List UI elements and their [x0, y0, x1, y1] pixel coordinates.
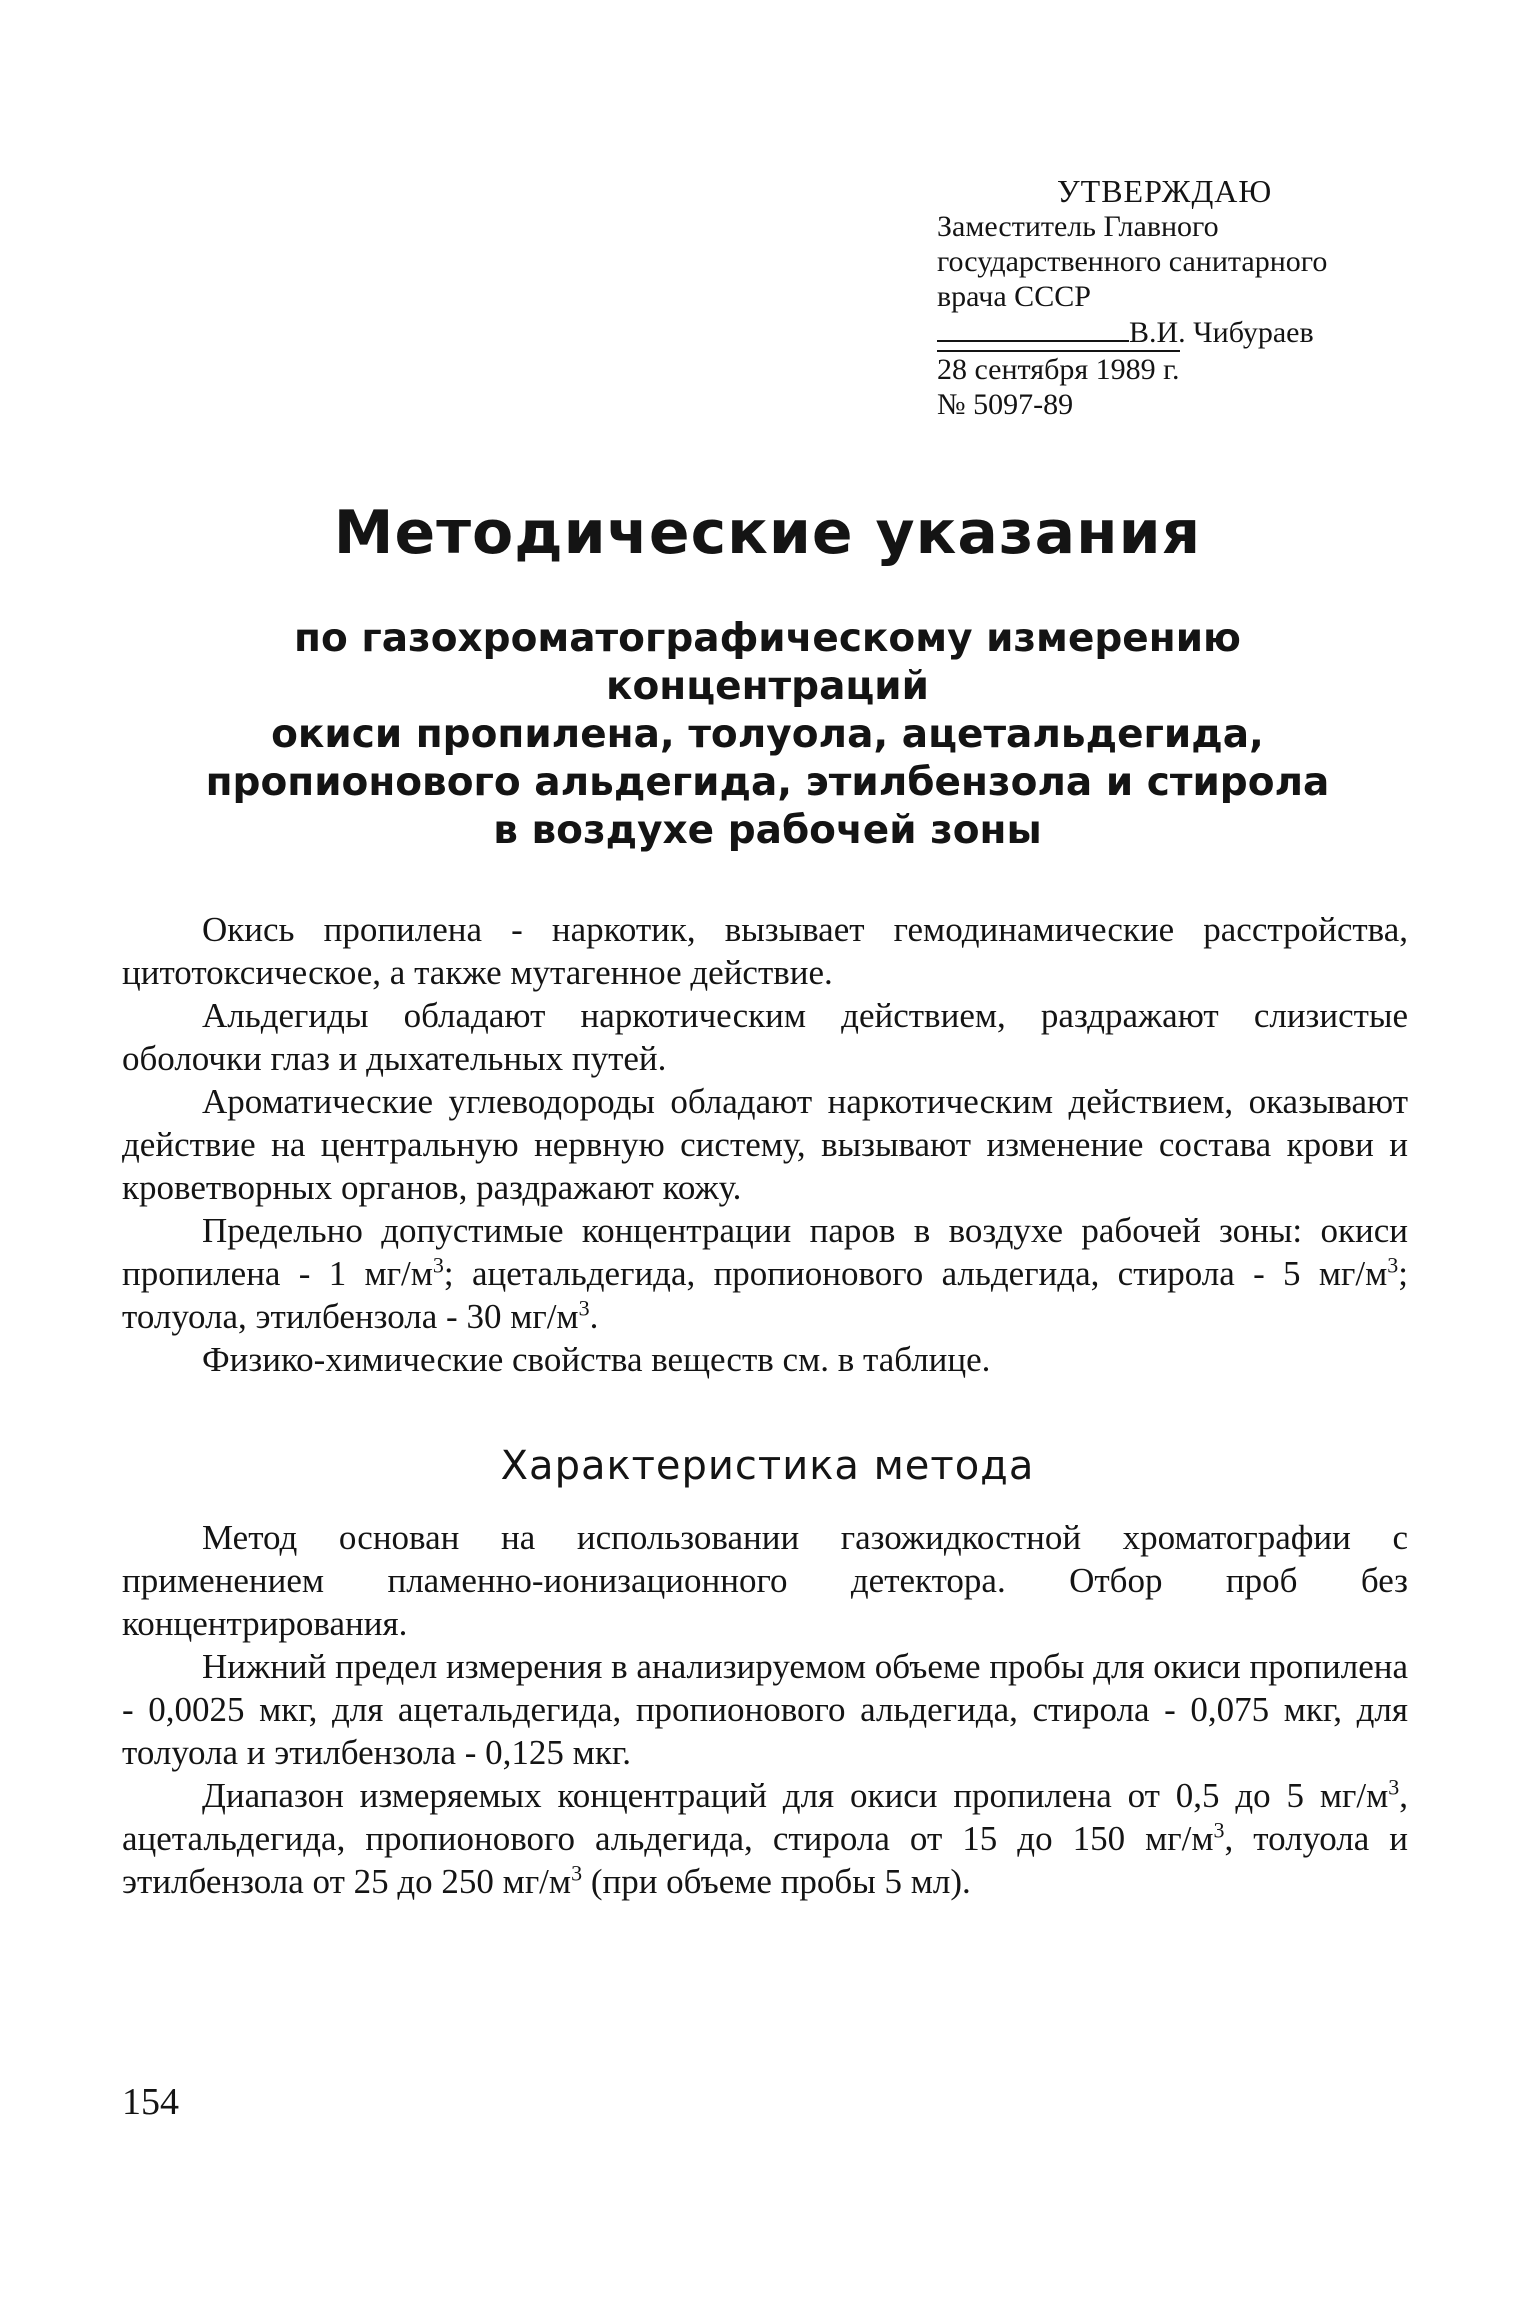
range-text-4: (при объеме пробы 5 мл). [582, 1862, 971, 1901]
approval-position-line-3: врача СССР [937, 280, 1091, 313]
mac-text-3: ; толуола, этилбензола - 30 мг/м [122, 1254, 1408, 1336]
mac-text-2: ; ацетальдегида, пропионового альдегида, стирола - 5 мг/м [443, 1254, 1388, 1293]
approval-signature-row [937, 314, 1407, 350]
approval-position-line-2: государственного санитарного [937, 245, 1328, 278]
paragraph-aromatic-hydrocarbons: Ароматические углеводороды обладают наркотическим действием, оказывают действие на центральную нервную систему, вызывают изменение состава крови и кроветворных органов, раздражают кожу. [122, 1082, 1408, 1207]
paragraph-mac-limits [122, 1209, 1408, 1338]
approval-number: № 5097-89 [937, 388, 1074, 421]
section-heading-method: Характеристика метода [500, 1443, 1035, 1489]
superscript: 3 [571, 1860, 583, 1886]
mac-text-4: . [589, 1297, 599, 1336]
superscript: 3 [578, 1295, 590, 1321]
superscript: 3 [1388, 1774, 1400, 1800]
approval-block [937, 174, 1407, 422]
paragraph-propylene-oxide: Окись пропилена - наркотик, вызывает гемодинамические расстройства, цитотоксическое, а также мутагенное действие. [122, 910, 1408, 992]
paragraph-lower-limit: Нижний предел измерения в анализируемом объеме пробы для окиси пропилена - 0,0025 мкг, для ацетальдегида, пропионового альдегида, стирола - 0,075 мкг, для толуола и этилбензола - 0,125 мкг. [122, 1647, 1408, 1772]
paragraph-aldehydes: Альдегиды обладают наркотическим действием, раздражают слизистые оболочки глаз и дыхательных путей. [122, 996, 1408, 1078]
superscript: 3 [432, 1252, 444, 1278]
approval-date: 28 сентября 1989 г. [937, 350, 1180, 387]
approval-signatory: В.И. Чибураев [1129, 316, 1314, 349]
superscript: 3 [1213, 1817, 1225, 1843]
approval-date-row [937, 350, 1407, 387]
document-subtitle [0, 615, 1535, 855]
range-text-2: , ацетальдегида, пропионового альдегида, стирола от 15 до 150 мг/м [122, 1776, 1408, 1858]
paragraph-method-basis: Метод основан на использовании газожидкостной хроматографии с применением пламенно-ионизационного детектора. Отбор проб без концентрирования. [122, 1518, 1408, 1643]
mac-text-1: Предельно допустимые концентрации паров в воздухе рабочей зоны: окиси пропилена - 1 мг/м [122, 1211, 1408, 1293]
page-number: 154 [122, 2081, 179, 2123]
document-title: Методические указания [333, 498, 1202, 568]
subtitle-line-5: в воздухе рабочей зоны [493, 808, 1042, 853]
range-text-3: , толуола и этилбензола от 25 до 250 мг/м [122, 1819, 1408, 1901]
intro-text [122, 908, 1408, 1381]
paragraph-properties-ref: Физико-химические свойства веществ см. в таблице. [202, 1340, 991, 1379]
approval-title: УТВЕРЖДАЮ [1057, 173, 1273, 209]
subtitle-line-2: концентраций [606, 664, 929, 709]
approval-position-line-1: Заместитель Главного [937, 210, 1219, 243]
signature-line [937, 314, 1129, 342]
range-text-1: Диапазон измеряемых концентраций для окиси пропилена от 0,5 до 5 мг/м [202, 1776, 1389, 1815]
subtitle-line-4: пропионового альдегида, этилбензола и стирола [205, 760, 1330, 805]
subtitle-line-3: окиси пропилена, толуола, ацетальдегида, [271, 712, 1264, 757]
paragraph-range [122, 1774, 1408, 1903]
method-text [122, 1516, 1408, 1903]
superscript: 3 [1387, 1252, 1399, 1278]
subtitle-line-1: по газохроматографическому измерению [294, 616, 1241, 661]
